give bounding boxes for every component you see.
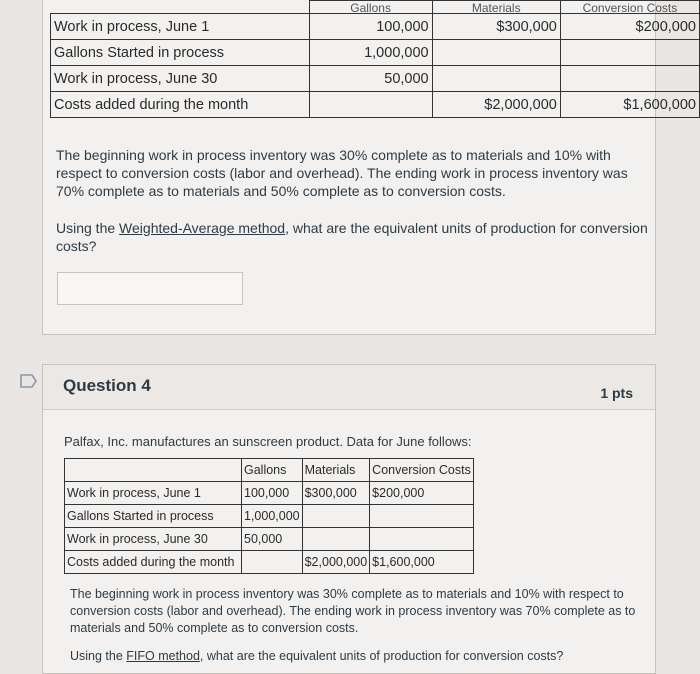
header-gallons: Gallons: [309, 1, 432, 14]
table-row: [51, 40, 700, 66]
conversion-cell: $200,000: [370, 482, 474, 505]
gallons-cell: [309, 92, 432, 118]
question-3-prompt: Using the Weighted-Average method, what are the equivalent units of production for conversion costs?: [56, 220, 648, 254]
gallons-cell: 1,000,000: [242, 505, 303, 528]
question-4-intro: Palfax, Inc. manufactures an sunscreen product. Data for June follows:: [64, 434, 472, 449]
row-label: Work in process, June 30: [65, 528, 242, 551]
materials-cell: [432, 66, 560, 92]
flag-question-icon[interactable]: [20, 374, 38, 388]
row-label: Gallons Started in process: [65, 505, 242, 528]
table-row: [65, 505, 474, 528]
question-4-header: [43, 365, 655, 410]
table-row: [65, 482, 474, 505]
materials-cell: [302, 505, 370, 528]
conversion-cell: $1,600,000: [560, 92, 699, 118]
table-header-row: [65, 459, 474, 482]
table-row: [51, 92, 700, 118]
row-label: Gallons Started in process: [51, 40, 310, 66]
table-row: [51, 14, 700, 40]
conversion-cell: [370, 528, 474, 551]
question-3-paragraph: The beginning work in process inventory was 30% complete as to materials and 10% with respect to conversion costs (labor and overhead). The ending work in process inventory was 70% complete as to materials and 50% complete as to conversion costs.: [56, 147, 628, 199]
conversion-cell: [560, 40, 699, 66]
materials-cell: [302, 528, 370, 551]
gallons-cell: 50,000: [309, 66, 432, 92]
gallons-cell: 50,000: [242, 528, 303, 551]
conversion-cell: $1,600,000: [370, 551, 474, 574]
row-label: Work in process, June 1: [65, 482, 242, 505]
header-conversion-costs: Conversion Costs: [560, 1, 699, 14]
question-4-data-table: [64, 458, 474, 574]
header-gallons: Gallons: [242, 459, 303, 482]
table-header-row: [51, 1, 700, 14]
question-4-paragraph: The beginning work in process inventory was 30% complete as to materials and 10% with respect to conversion costs (labor and overhead). The ending work in process inventory was 70% complete as to materials and 50% complete as to conversion costs.: [70, 587, 636, 635]
question-3-data-table: [50, 0, 700, 118]
row-label: Costs added during the month: [51, 92, 310, 118]
fifo-link[interactable]: FIFO method: [126, 649, 200, 663]
table-row: [51, 66, 700, 92]
header-materials: Materials: [302, 459, 370, 482]
materials-cell: $300,000: [432, 14, 560, 40]
materials-cell: $2,000,000: [432, 92, 560, 118]
answer-input[interactable]: [57, 272, 243, 305]
question-4-prompt: Using the FIFO method, what are the equivalent units of production for conversion costs?: [70, 649, 564, 663]
row-label: Costs added during the month: [65, 551, 242, 574]
conversion-cell: $200,000: [560, 14, 699, 40]
table-row: [65, 528, 474, 551]
conversion-cell: [370, 505, 474, 528]
materials-cell: [432, 40, 560, 66]
header-conversion-costs: Conversion Costs: [370, 459, 474, 482]
row-label: Work in process, June 30: [51, 66, 310, 92]
weighted-average-link[interactable]: Weighted-Average method: [119, 220, 286, 236]
table-row: [65, 551, 474, 574]
question-title: Question 4: [63, 376, 151, 395]
materials-cell: $2,000,000: [302, 551, 370, 574]
gallons-cell: 1,000,000: [309, 40, 432, 66]
gallons-cell: [242, 551, 303, 574]
gallons-cell: 100,000: [309, 14, 432, 40]
question-points: 1 pts: [600, 385, 633, 401]
row-label: Work in process, June 1: [51, 14, 310, 40]
gallons-cell: 100,000: [242, 482, 303, 505]
materials-cell: $300,000: [302, 482, 370, 505]
header-materials: Materials: [432, 1, 560, 14]
conversion-cell: [560, 66, 699, 92]
